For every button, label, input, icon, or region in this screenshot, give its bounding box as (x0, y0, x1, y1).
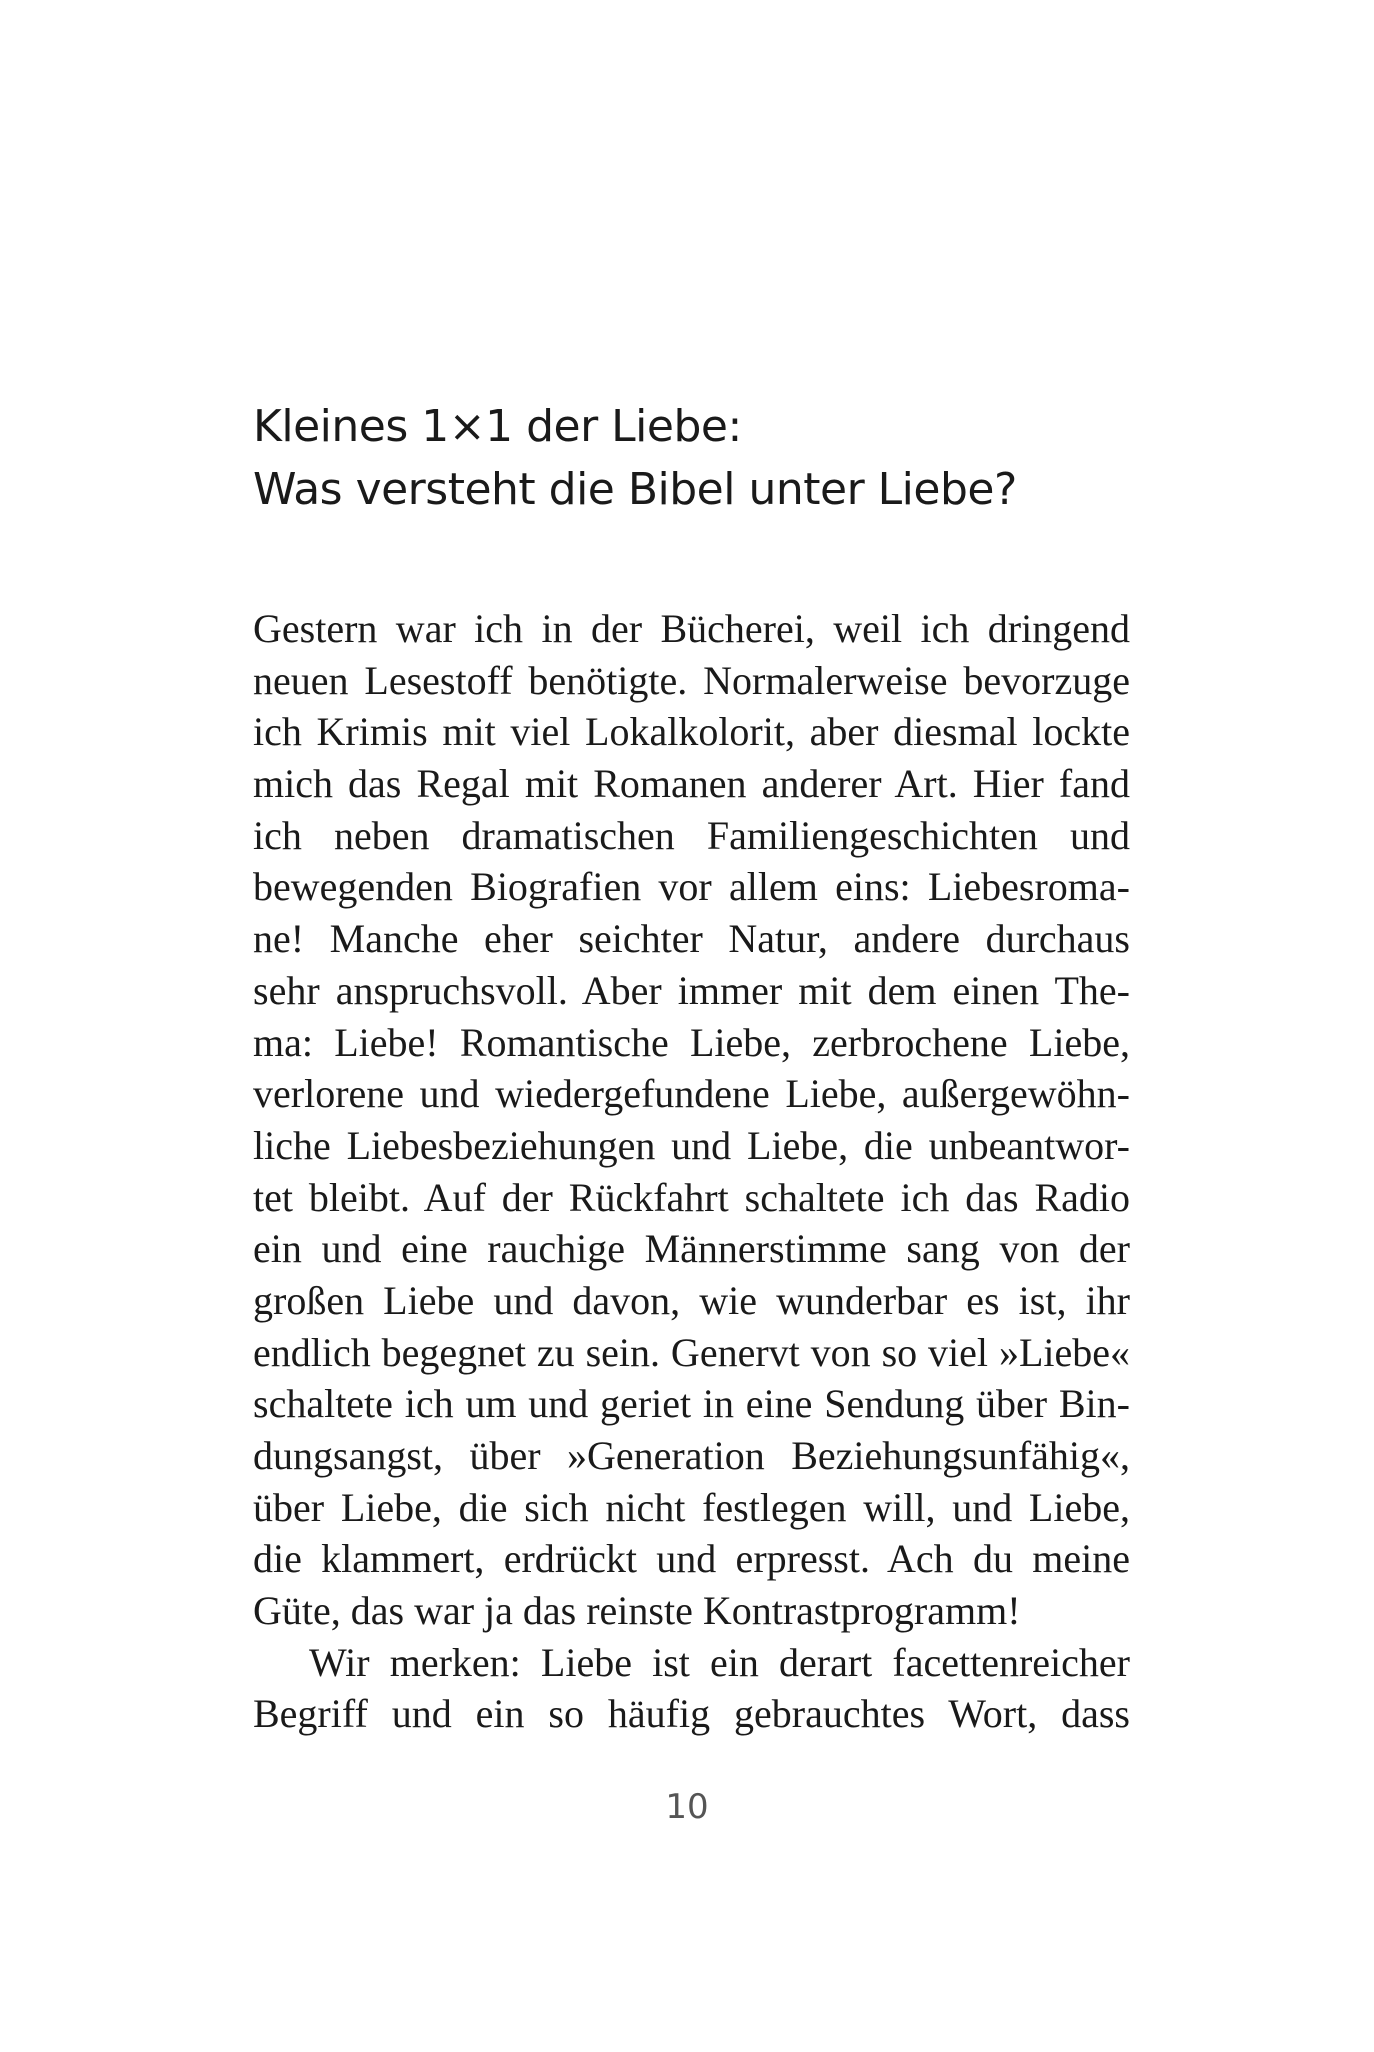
page-number: 10 (665, 1787, 709, 1827)
text-line: bewegenden Biografien vor allem eins: Liebesroma- (253, 864, 1130, 910)
text-line: sehr anspruchsvoll. Aber immer mit dem einen The- (253, 967, 1130, 1013)
text-line: dungsangst, über »Generation Beziehungsunfähig«, (253, 1433, 1130, 1478)
text-line: ma: Liebe! Romantische Liebe, zerbrochene Liebe, (253, 1019, 1130, 1065)
text-line: die klammert, erdrückt und erpresst. Ach du meine (253, 1536, 1130, 1582)
chapter-heading (253, 395, 1017, 521)
text-line: ne! Manche eher seichter Natur, andere durchaus (253, 916, 1130, 962)
text-line: verlorene und wiedergefundene Liebe, außergewöhn- (253, 1071, 1130, 1117)
text-line: Gestern war ich in der Bücherei, weil ich dringend (253, 606, 1130, 651)
text-line: tet bleibt. Auf der Rückfahrt schaltete ich das Radio (253, 1174, 1130, 1220)
text-line: mich das Regal mit Romanen anderer Art. Hier fand (253, 761, 1130, 807)
text-line: ich Krimis mit viel Lokalkolorit, aber diesmal lockte (253, 709, 1130, 755)
chapter-heading-line-1: Kleines 1×1 der Liebe: (253, 401, 742, 452)
text-line: über Liebe, die sich nicht festlegen will, und Liebe, (253, 1484, 1130, 1530)
text-line: schaltete ich um und geriet in eine Sendung über Bin- (253, 1381, 1130, 1427)
text-line: Güte, das war ja das reinste Kontrastprogramm! (253, 1588, 1021, 1634)
text-line: ein und eine rauchige Männerstimme sang von der (253, 1226, 1130, 1272)
text-line: neuen Lesestoff benötigte. Normalerweise bevorzuge (253, 657, 1130, 703)
body-text (253, 603, 1130, 1740)
text-line: großen Liebe und davon, wie wunderbar es ist, ihr (253, 1277, 1130, 1323)
text-line: Begriff und ein so häufig gebrauchtes Wort, dass (253, 1691, 1130, 1737)
text-line: ich neben dramatischen Familiengeschichten und (253, 812, 1130, 858)
text-line: Wir merken: Liebe ist ein derart facettenreicher (309, 1639, 1130, 1685)
chapter-heading-line-2: Was versteht die Bibel unter Liebe? (253, 464, 1017, 515)
text-line: liche Liebesbeziehungen und Liebe, die unbeantwor- (253, 1122, 1130, 1168)
text-line: endlich begegnet zu sein. Genervt von so viel »Liebe« (253, 1329, 1130, 1375)
